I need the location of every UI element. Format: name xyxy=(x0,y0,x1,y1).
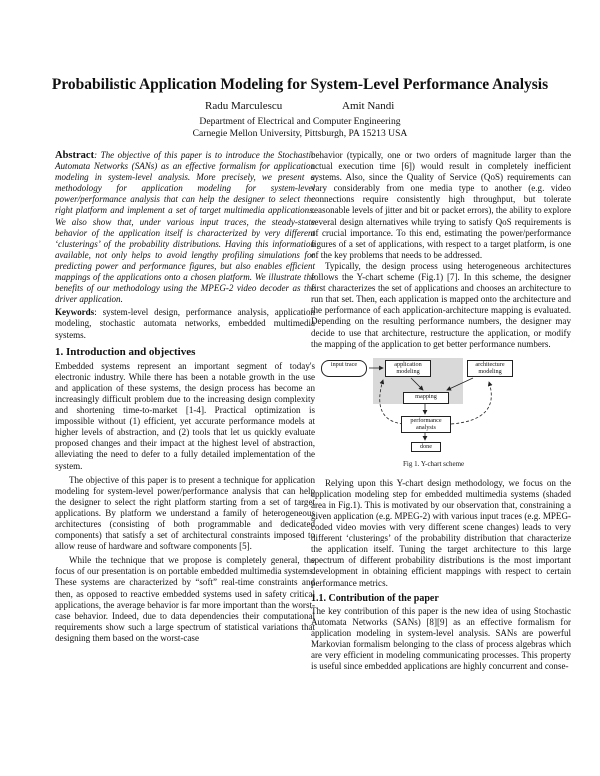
architecture-modeling-box: architecture modeling xyxy=(467,360,513,377)
input-trace-box: input trace xyxy=(321,360,367,377)
section-1-1-heading: 1.1. Contribution of the paper xyxy=(311,592,439,604)
paper-title: Probabilistic Application Modeling for System-Level Performance Analysis xyxy=(51,76,549,93)
mapping-box: mapping xyxy=(403,392,449,404)
keywords-text: : system-level design, performance analysis, application modeling, stochastic automata networks, embedded multimedia systems. xyxy=(55,307,315,340)
section-1-heading: 1. Introduction and objectives xyxy=(55,345,196,358)
performance-analysis-box: performance analysis xyxy=(401,416,451,433)
section-1-paragraph-1: Embedded systems represent an important segment of today's electronic industry. While there has been a notable growth in the use and application of these systems, the design process has become an increasingly difficult problem due to the increasing design complexity and shortening time-to-market [1-4]. Practical optimization is impossible without (1) efficient, yet accurate performance models at higher levels of abstraction, and (2) tools that let us quickly evaluate proposed changes and their impact at the highest level of abstraction, alleviating the need to defer to a fully detailed implementation of the system. xyxy=(55,360,315,471)
abstract xyxy=(55,150,315,305)
done-box: done xyxy=(411,442,441,452)
author-2: Amit Nandi xyxy=(342,100,395,112)
section-1-paragraph-5: Typically, the design process using heterogeneous architectures follows the Y-chart scheme (Fig.1) [7]. In this scheme, the designer first characterizes the set of applications and chooses an architecture to run that set. Then, each application is mapped onto the architecture and the performance of each application-architecture mapping is evaluated. Depending on the resulting performance numbers, the designer may decide to use that architecture, restructure the application, or modify the mapping of the application to get better performance numbers. xyxy=(311,260,571,349)
author-1: Radu Marculescu xyxy=(205,100,283,112)
keywords xyxy=(55,307,315,340)
left-column xyxy=(55,150,315,644)
affiliation-univ: Carnegie Mellon University, Pittsburgh, PA 15213 USA xyxy=(192,128,408,140)
affiliation-dept: Department of Electrical and Computer Engineering xyxy=(199,116,401,127)
affiliation xyxy=(0,116,600,141)
section-1-1-paragraph-1: The key contribution of this paper is the new idea of using Stochastic Automata Networks (SANs) [8][9] as an effective formalism for application modeling in system-level analysis. SANs are powerful Markovian formalism belonging to the class of process algebras which are very efficient in modeling communicating processes. This property is useful since embedded applications are highly concurrent and conse- xyxy=(311,605,571,672)
section-1-paragraph-4: behavior (typically, one or two orders of magnitude larger than the actual execution time [6]) would result in completely inefficient systems. Also, since the Quality of Service (QoS) requirements can vary considerably from one media type to another (e.g. video connections require consistently high throughput, but tolerate reasonable levels of jitter and bit or packet errors), the ability to explore several design alternatives while trying to satisfy QoS requirements is of crucial importance. To this end, estimating the power/performance figures of a set of applications, with respect to a target platform, is one of the key problems that needs to be addressed. xyxy=(311,150,572,260)
figure-1 xyxy=(311,354,571,472)
section-1-paragraph-3: While the technique that we propose is completely general, the focus of our presentation is on portable embedded multimedia systems. These systems are characterized by “soft” real-time constraints and then, as opposed to reactive embedded systems used in safety critical applications, the average behavior is far more important than the worst-case behavior. Indeed, due to data dependencies their computational requirements show such a large spectrum of statistical variations that designing them based on the worst-case xyxy=(55,555,315,643)
application-modeling-box: application modeling xyxy=(385,360,431,377)
abstract-text: : The objective of this paper is to introduce the Stochastic Automata Networks (SANs) as an effective formalism for application modeling in system-level analysis. More precisely, we present a methodology for application modeling for system-level power/performance analysis that can help the designer to select the right platform and implement a set of target multimedia applications. We also show that, under various input traces, the steady-state behavior of the application itself is characterized by very different ‘clusterings’ of the probability distributions. Having this information available, not only helps to avoid lengthy profiling simulations for predicting power and performance figures, but also enables efficient mappings of the applications onto a chosen platform. We illustrate the benefits of our methodology using the MPEG-2 video decoder as the driver application. xyxy=(55,150,315,305)
abstract-label: Abstract xyxy=(55,150,95,161)
keywords-label: Keywords xyxy=(55,307,95,318)
section-1-paragraph-6: Relying upon this Y-chart design methodology, we focus on the application modeling step for embedded multimedia systems (shaded area in Fig.1). This is motivated by our observation that, constraining a given application (e.g. MPEG-2) with various input traces (e.g. MPEG-coded video movies with very different scene changes) leads to very different ‘clusterings’ of the probability distribution that characterize the application itself. Tuning the target architecture to this large spectrum of different probability distributions is the most important development in obtaining efficient mappings with respect to certain performance metrics. xyxy=(311,477,571,588)
section-1-paragraph-2: The objective of this paper is to present a technique for application modeling for system-level power/performance analysis that can help the designer to select the right platform starting from a set of target applications. By platform we understand a family of heterogeneous architectures (consisting of both programmable and dedicated components) that satisfy a set of architectural constraints imposed to allow reuse of hardware and software components [5]. xyxy=(55,474,315,552)
right-column xyxy=(311,150,571,672)
figure-1-caption: Fig 1. Y-chart scheme xyxy=(403,459,465,468)
